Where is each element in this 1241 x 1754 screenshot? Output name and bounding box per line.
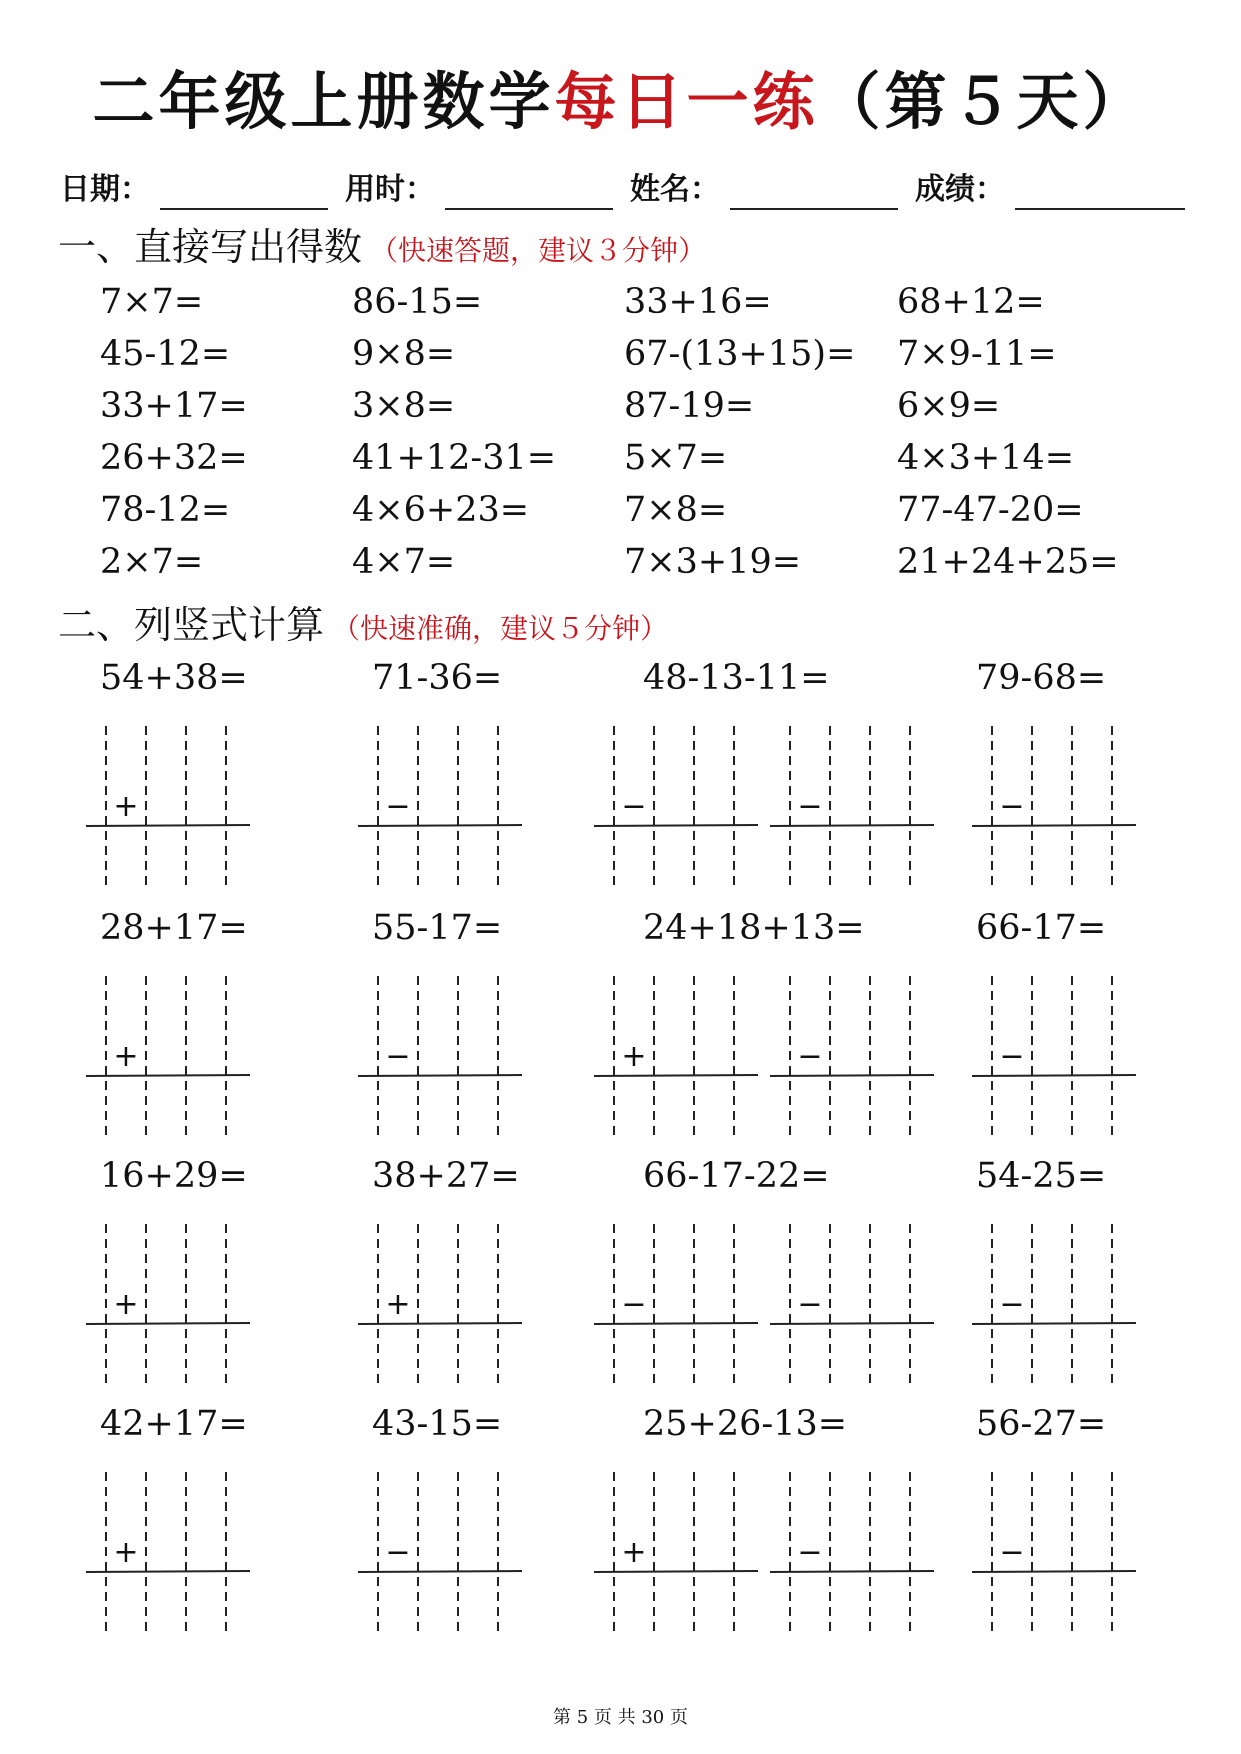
vertical-writing-grid[interactable] (770, 1472, 936, 1632)
vertical-writing-grid[interactable] (594, 976, 760, 1136)
title-day: （第５天） (818, 65, 1149, 138)
page-title (0, 62, 1241, 142)
section1-heading (58, 222, 706, 276)
operator-sign: − (999, 1535, 1025, 1570)
vertical-writing-grid[interactable] (594, 1472, 760, 1632)
oral-question: 4×7= (352, 542, 456, 582)
oral-question: 33+16= (624, 282, 772, 322)
vertical-writing-grid[interactable] (770, 726, 936, 886)
page-footer: 第 5 页 共 30 页 (553, 1707, 688, 1728)
operator-sign: + (113, 789, 139, 824)
vertical-writing-grid[interactable] (972, 1472, 1138, 1632)
vertical-writing-grid[interactable] (770, 1224, 936, 1384)
vertical-question: 56-27= (976, 1404, 1107, 1444)
oral-question: 45-12= (100, 334, 231, 374)
oral-question: 2×7= (100, 542, 204, 582)
vertical-question: 54+38= (100, 658, 248, 698)
oral-question: 3×8= (352, 386, 456, 426)
vertical-writing-grid[interactable] (972, 1224, 1138, 1384)
vertical-writing-grid[interactable] (770, 976, 936, 1136)
vertical-writing-grid[interactable] (594, 1224, 760, 1384)
vertical-question: 42+17= (100, 1404, 248, 1444)
name-blank[interactable] (730, 208, 898, 210)
oral-question: 6×9= (897, 386, 1001, 426)
vertical-question: 25+26-13= (643, 1404, 848, 1444)
vertical-writing-grid[interactable] (358, 1472, 524, 1632)
section2-title: 二、列竖式计算 (58, 603, 325, 647)
info-row (60, 170, 1190, 214)
vertical-question: 71-36= (372, 658, 503, 698)
result-line (594, 825, 758, 826)
oral-question: 9×8= (352, 334, 456, 374)
operator-sign: + (621, 1535, 647, 1570)
oral-question: 21+24+25= (897, 542, 1119, 582)
vertical-question: 43-15= (372, 1404, 503, 1444)
vertical-writing-grid[interactable] (594, 726, 760, 886)
operator-sign: + (113, 1039, 139, 1074)
vertical-writing-grid[interactable] (358, 1224, 524, 1384)
result-line (972, 825, 1136, 826)
score-blank[interactable] (1015, 208, 1185, 210)
vertical-writing-grid[interactable] (86, 976, 252, 1136)
oral-question: 67-(13+15)= (624, 334, 856, 374)
vertical-question: 38+27= (372, 1156, 520, 1196)
section2-hint: （快速准确，建议５分钟） (332, 612, 669, 645)
section1-hint: （快速答题，建议３分钟） (370, 234, 707, 267)
result-line (86, 1571, 250, 1572)
operator-sign: − (797, 1287, 823, 1322)
operator-sign: − (385, 1039, 411, 1074)
vertical-question: 79-68= (976, 658, 1107, 698)
result-line (358, 1571, 522, 1572)
vertical-question: 48-13-11= (643, 658, 830, 698)
oral-question: 4×6+23= (352, 490, 530, 530)
result-line (594, 1075, 758, 1076)
oral-question: 7×3+19= (624, 542, 802, 582)
time-label: 用时： (345, 172, 435, 207)
vertical-writing-grid[interactable] (972, 976, 1138, 1136)
title-main: 二年级上册数学 (92, 65, 555, 138)
oral-question: 26+32= (100, 438, 248, 478)
operator-sign: + (113, 1287, 139, 1322)
score-label: 成绩： (915, 172, 1005, 207)
result-line (770, 1323, 934, 1324)
vertical-writing-grid[interactable] (358, 976, 524, 1136)
operator-sign: − (999, 1039, 1025, 1074)
vertical-writing-grid[interactable] (86, 1472, 252, 1632)
operator-sign: − (621, 1287, 647, 1322)
date-label: 日期： (60, 172, 150, 207)
result-line (358, 1323, 522, 1324)
result-line (594, 1323, 758, 1324)
result-line (770, 1571, 934, 1572)
result-line (594, 1571, 758, 1572)
operator-sign: − (797, 1039, 823, 1074)
section1-title: 一、直接写出得数 (58, 225, 363, 269)
name-label: 姓名： (630, 172, 720, 207)
operator-sign: − (797, 789, 823, 824)
result-line (972, 1571, 1136, 1572)
result-line (770, 825, 934, 826)
operator-sign: − (385, 789, 411, 824)
result-line (86, 1075, 250, 1076)
operator-sign: + (385, 1287, 411, 1322)
vertical-writing-grid[interactable] (86, 1224, 252, 1384)
vertical-question: 66-17-22= (643, 1156, 830, 1196)
vertical-question: 66-17= (976, 908, 1107, 948)
result-line (358, 825, 522, 826)
vertical-writing-grid[interactable] (358, 726, 524, 886)
operator-sign: − (385, 1535, 411, 1570)
oral-question: 86-15= (352, 282, 483, 322)
result-line (972, 1075, 1136, 1076)
operator-sign: + (621, 1039, 647, 1074)
vertical-question: 54-25= (976, 1156, 1107, 1196)
oral-question: 4×3+14= (897, 438, 1075, 478)
oral-question: 7×8= (624, 490, 728, 530)
vertical-writing-grid[interactable] (972, 726, 1138, 886)
operator-sign: − (999, 789, 1025, 824)
title-highlight: 每日一练 (554, 65, 819, 138)
vertical-question: 16+29= (100, 1156, 248, 1196)
oral-question: 87-19= (624, 386, 755, 426)
operator-sign: − (621, 789, 647, 824)
vertical-question: 24+18+13= (643, 908, 865, 948)
vertical-question: 55-17= (372, 908, 503, 948)
oral-question: 5×7= (624, 438, 728, 478)
oral-question: 7×7= (100, 282, 204, 322)
date-blank[interactable] (160, 208, 328, 210)
operator-sign: − (797, 1535, 823, 1570)
oral-question: 33+17= (100, 386, 248, 426)
result-line (770, 1075, 934, 1076)
result-line (86, 1323, 250, 1324)
time-blank[interactable] (445, 208, 613, 210)
oral-question: 41+12-31= (352, 438, 557, 478)
result-line (972, 1323, 1136, 1324)
result-line (358, 1075, 522, 1076)
operator-sign: + (113, 1535, 139, 1570)
operator-sign: − (999, 1287, 1025, 1322)
vertical-writing-grid[interactable] (86, 726, 252, 886)
oral-question: 77-47-20= (897, 490, 1084, 530)
oral-question: 7×9-11= (897, 334, 1057, 374)
section2-heading (58, 600, 668, 654)
oral-question: 78-12= (100, 490, 231, 530)
result-line (86, 825, 250, 826)
vertical-question: 28+17= (100, 908, 248, 948)
oral-question: 68+12= (897, 282, 1045, 322)
